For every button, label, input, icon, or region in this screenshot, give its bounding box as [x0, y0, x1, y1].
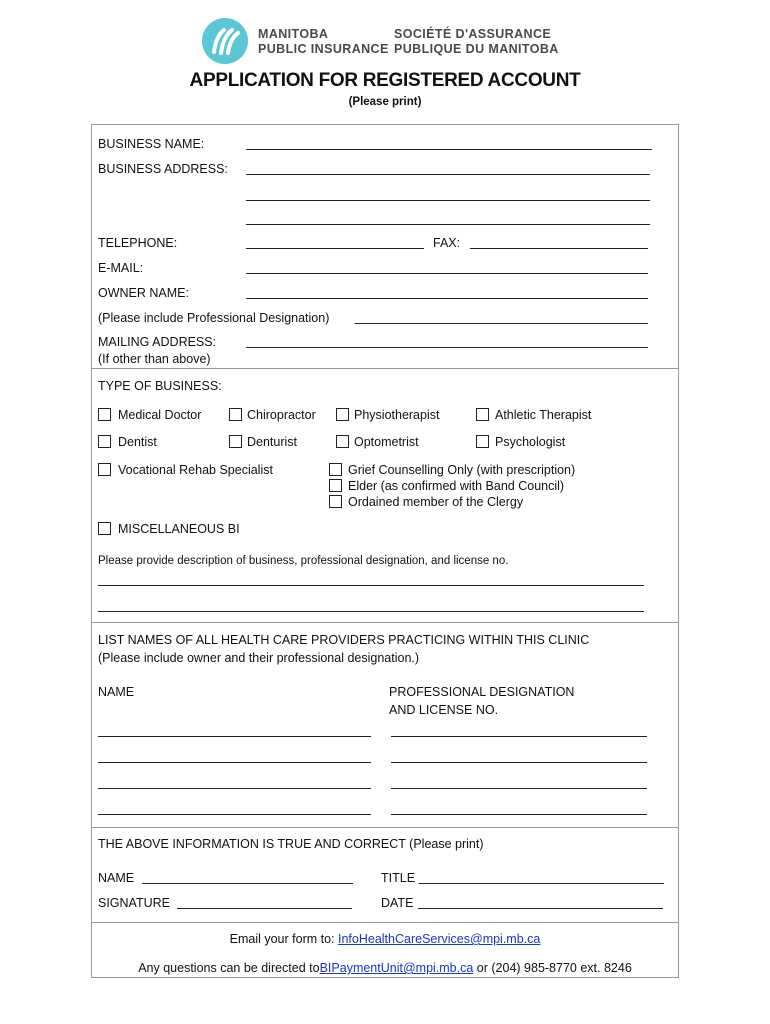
- option-psychologist: Psychologist: [495, 435, 566, 449]
- checkbox-athletic-therapist[interactable]: [476, 408, 489, 421]
- checkbox-denturist[interactable]: [229, 435, 242, 448]
- logo-fr-line2: PUBLIQUE DU MANITOBA: [394, 42, 559, 56]
- checkbox-miscellaneous[interactable]: [98, 522, 111, 535]
- business-address-field-3[interactable]: [246, 224, 650, 225]
- option-clergy: Ordained member of the Clergy: [348, 495, 524, 509]
- providers-designation-column: PROFESSIONAL DESIGNATION: [389, 685, 575, 699]
- provider-name-field-3[interactable]: [98, 788, 371, 789]
- checkbox-psychologist[interactable]: [476, 435, 489, 448]
- option-physiotherapist: Physiotherapist: [354, 408, 440, 422]
- fax-field[interactable]: [470, 248, 648, 249]
- footer-questions-email-link[interactable]: BIPaymentUnit@mpi.mb.ca: [319, 961, 474, 975]
- option-dentist: Dentist: [118, 435, 157, 449]
- logo-en-line2: PUBLIC INSURANCE: [258, 42, 389, 56]
- provider-name-field-4[interactable]: [98, 814, 371, 815]
- business-name-label: BUSINESS NAME:: [98, 137, 205, 151]
- option-elder: Elder (as confirmed with Band Council): [348, 479, 565, 493]
- providers-heading: LIST NAMES OF ALL HEALTH CARE PROVIDERS PRACTICING WITHIN THIS CLINIC: [98, 633, 590, 647]
- checkbox-physiotherapist[interactable]: [336, 408, 349, 421]
- email-label: E-MAIL:: [98, 261, 144, 275]
- checkbox-clergy[interactable]: [329, 495, 342, 508]
- providers-name-column: NAME: [98, 685, 135, 699]
- mailing-address-label: MAILING ADDRESS:: [98, 335, 217, 349]
- cert-name-label: NAME: [98, 871, 135, 885]
- option-vocational-rehab: Vocational Rehab Specialist: [118, 463, 273, 477]
- mailing-address-note: (If other than above): [98, 352, 211, 366]
- footer-questions-line: [0, 961, 770, 975]
- provider-designation-field-2[interactable]: [391, 762, 647, 763]
- footer-email-link[interactable]: InfoHealthCareServices@mpi.mb.ca: [338, 932, 541, 946]
- checkbox-vocational-rehab[interactable]: [98, 463, 111, 476]
- divider-providers: [91, 827, 679, 828]
- option-miscellaneous: MISCELLANEOUS BI: [118, 522, 240, 536]
- providers-license-column: AND LICENSE NO.: [389, 703, 499, 717]
- checkbox-optometrist[interactable]: [336, 435, 349, 448]
- footer-questions-suffix: or (204) 985-8770 ext. 8246: [476, 961, 632, 975]
- email-field[interactable]: [246, 273, 648, 274]
- provider-name-field-2[interactable]: [98, 762, 371, 763]
- business-address-field-1[interactable]: [246, 174, 650, 175]
- cert-signature-field[interactable]: [177, 908, 352, 909]
- description-prompt: Please provide description of business, professional designation, and license no.: [98, 555, 509, 567]
- option-denturist: Denturist: [247, 435, 298, 449]
- providers-note: (Please include owner and their professional designation.): [98, 651, 420, 665]
- designation-field[interactable]: [355, 323, 648, 324]
- description-field-1[interactable]: [98, 585, 644, 586]
- cert-date-field[interactable]: [418, 908, 663, 909]
- logo-en-line1: MANITOBA: [258, 27, 329, 41]
- telephone-label: TELEPHONE:: [98, 236, 178, 250]
- footer-email-line: [0, 932, 770, 946]
- cert-title-field[interactable]: [419, 883, 664, 884]
- mailing-address-field[interactable]: [246, 347, 648, 348]
- footer-questions-prefix: Any questions can be directed to: [138, 961, 320, 975]
- divider-type: [91, 622, 679, 623]
- option-chiropractor: Chiropractor: [247, 408, 316, 422]
- fax-label: FAX:: [433, 236, 461, 250]
- designation-label: (Please include Professional Designation): [98, 311, 330, 325]
- certification-heading: [98, 837, 484, 851]
- business-name-field[interactable]: [246, 149, 652, 150]
- checkbox-medical-doctor[interactable]: [98, 408, 111, 421]
- telephone-field[interactable]: [246, 248, 424, 249]
- divider-certification: [91, 922, 679, 923]
- checkbox-chiropractor[interactable]: [229, 408, 242, 421]
- owner-name-field[interactable]: [246, 298, 648, 299]
- cert-title-label: TITLE: [381, 871, 416, 885]
- option-grief-counselling: Grief Counselling Only (with prescription): [348, 463, 576, 477]
- cert-name-field[interactable]: [142, 883, 353, 884]
- owner-name-label: OWNER NAME:: [98, 286, 189, 300]
- divider-business: [91, 368, 679, 369]
- provider-designation-field-4[interactable]: [391, 814, 647, 815]
- footer-email-prefix: Email your form to:: [229, 932, 335, 946]
- cert-signature-label: SIGNATURE: [98, 896, 170, 910]
- page-title: APPLICATION FOR REGISTERED ACCOUNT: [189, 70, 581, 91]
- cert-date-label: DATE: [381, 896, 414, 910]
- logo-fr-line1: SOCIÉTÉ D'ASSURANCE: [394, 27, 552, 41]
- checkbox-elder[interactable]: [329, 479, 342, 492]
- option-optometrist: Optometrist: [354, 435, 419, 449]
- business-address-label: BUSINESS ADDRESS:: [98, 162, 228, 176]
- type-of-business-label: TYPE OF BUSINESS:: [98, 379, 222, 393]
- mpi-logo-icon: [202, 18, 248, 64]
- provider-name-field-1[interactable]: [98, 736, 371, 737]
- option-athletic-therapist: Athletic Therapist: [495, 408, 592, 422]
- description-field-2[interactable]: [98, 611, 644, 612]
- logo-english: [258, 27, 389, 57]
- certification-heading-text: THE ABOVE INFORMATION IS TRUE AND CORRECT: [98, 837, 406, 851]
- page-subtitle: (Please print): [348, 96, 422, 108]
- provider-designation-field-1[interactable]: [391, 736, 647, 737]
- checkbox-grief-counselling[interactable]: [329, 463, 342, 476]
- option-medical-doctor: Medical Doctor: [118, 408, 202, 422]
- provider-designation-field-3[interactable]: [391, 788, 647, 789]
- logo-french: [394, 27, 559, 57]
- certification-heading-note: (Please print): [409, 837, 484, 851]
- business-address-field-2[interactable]: [246, 200, 650, 201]
- checkbox-dentist[interactable]: [98, 435, 111, 448]
